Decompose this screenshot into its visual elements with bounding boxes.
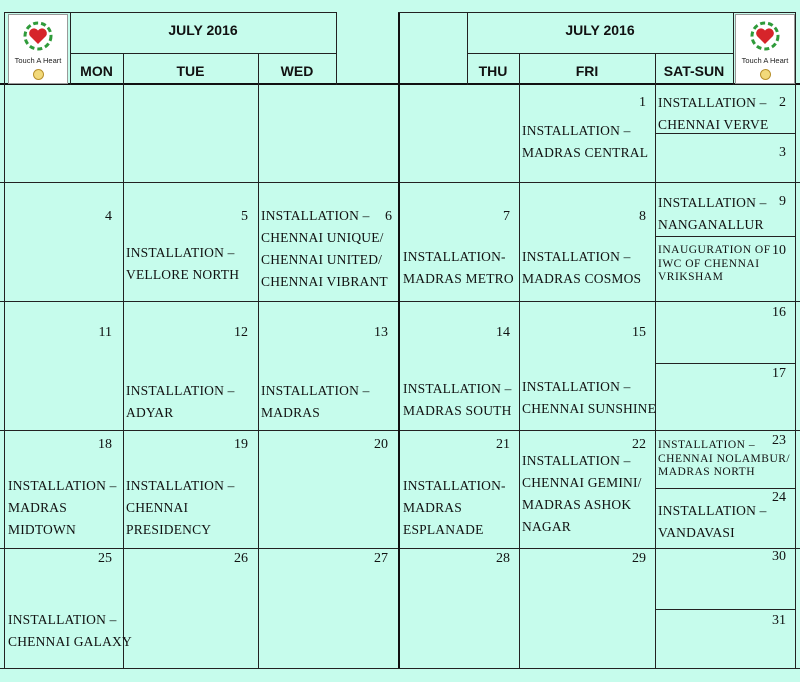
event-line: INSTALLATION –: [658, 439, 756, 451]
center-divider: [398, 12, 400, 668]
col-line-8: [733, 12, 734, 85]
date-number: 31: [772, 613, 786, 628]
event-text: [522, 450, 642, 538]
date-number: 21: [496, 437, 510, 452]
event-line: IWC OF CHENNAI: [658, 257, 760, 270]
col-line-2: [123, 53, 124, 668]
day-header-fri: FRI: [575, 63, 599, 79]
date-number: 24: [772, 490, 786, 505]
date-number: 17: [772, 366, 786, 381]
weekend-split-3: [655, 363, 795, 364]
event-text: [403, 378, 512, 422]
day-header-mon: MON: [80, 63, 113, 79]
event-line: MADRAS COSMOS: [522, 271, 642, 286]
row-border-3: [0, 430, 800, 431]
event-line: VRIKSHAM: [658, 271, 724, 283]
event-text: [126, 475, 235, 541]
event-text: [403, 475, 506, 541]
date-number: 15: [632, 325, 646, 340]
date-number: 30: [772, 549, 786, 564]
date-number: 8: [639, 209, 646, 224]
date-number: 18: [98, 437, 112, 452]
logo-text: Touch A Heart: [741, 56, 789, 65]
date-number: 11: [98, 325, 112, 340]
event-text: [403, 246, 514, 290]
event-line: ADYAR: [126, 405, 174, 420]
event-line: CHENNAI GALAXY: [8, 634, 132, 649]
event-line: INSTALLATION –: [658, 95, 767, 110]
event-line: INSTALLATION –: [658, 195, 767, 210]
event-line: NAGAR: [522, 519, 572, 534]
day-header-tue: TUE: [176, 63, 205, 79]
event-line: INAUGURATION OF: [658, 244, 771, 256]
date-number: 26: [234, 551, 248, 566]
event-text: [126, 242, 239, 286]
event-line: MADRAS: [261, 405, 320, 420]
event-line: MADRAS SOUTH: [403, 403, 512, 418]
date-number: 12: [234, 325, 248, 340]
row-border-1: [0, 182, 800, 183]
border-left: [4, 12, 5, 668]
event-text: [658, 192, 767, 236]
event-text: [658, 92, 768, 136]
event-line: MIDTOWN: [8, 522, 76, 537]
logo-left: [8, 14, 68, 84]
event-line: INSTALLATION –: [522, 249, 631, 264]
event-line: NANGANALLUR: [658, 217, 764, 232]
date-number: 27: [374, 551, 388, 566]
logo-text: Touch A Heart: [14, 56, 62, 65]
event-text: [8, 609, 132, 653]
date-number: 2: [779, 95, 786, 110]
date-number: 20: [374, 437, 388, 452]
rotary-emblem-icon: [760, 69, 771, 80]
event-line: INSTALLATION –: [126, 245, 235, 260]
date-number: 7: [503, 209, 510, 224]
date-number: 4: [105, 209, 112, 224]
event-line: INSTALLATION –: [126, 478, 235, 493]
day-header-thu: THU: [478, 63, 508, 79]
date-number: 6: [385, 209, 392, 224]
date-number: 22: [632, 437, 646, 452]
col-line-6: [519, 53, 520, 668]
event-line: ESPLANADE: [403, 522, 484, 537]
row-border-2: [0, 301, 800, 302]
date-number: 10: [772, 243, 786, 258]
event-text: [522, 120, 648, 164]
date-number: 25: [98, 551, 112, 566]
event-text: [126, 380, 235, 424]
event-text: [261, 205, 388, 293]
event-line: CHENNAI SUNSHINE: [522, 401, 657, 416]
header-bottom-border: [0, 83, 800, 85]
day-header-sat-sun: SAT-SUN: [663, 63, 725, 79]
touch-a-heart-icon: [23, 21, 53, 51]
date-number: 5: [241, 209, 248, 224]
event-line: CHENNAI UNITED/: [261, 252, 383, 267]
event-line: INSTALLATION –: [658, 503, 767, 518]
event-line: INSTALLATION –: [8, 478, 117, 493]
day-header-wed: WED: [280, 63, 314, 79]
event-line: VELLORE NORTH: [126, 267, 240, 282]
event-line: MADRAS ASHOK: [522, 497, 632, 512]
date-number: 9: [779, 194, 786, 209]
event-line: INSTALLATION-: [403, 478, 506, 493]
event-line: VANDAVASI: [658, 525, 735, 540]
weekend-split-4: [655, 488, 795, 489]
border-top-left: [4, 12, 337, 13]
weekend-split-5: [655, 609, 795, 610]
rotary-emblem-icon: [33, 69, 44, 80]
event-text: [658, 244, 771, 285]
event-line: PRESIDENCY: [126, 522, 212, 537]
date-number: 28: [496, 551, 510, 566]
event-line: INSTALLATION –: [522, 123, 631, 138]
date-number: 23: [772, 433, 786, 448]
weekend-split-2: [655, 236, 795, 237]
date-number: 16: [772, 305, 786, 320]
col-line-3: [258, 53, 259, 668]
event-text: [522, 246, 641, 290]
date-number: 19: [234, 437, 248, 452]
touch-a-heart-icon: [750, 21, 780, 51]
date-number: 3: [779, 145, 786, 160]
event-line: MADRAS: [8, 500, 67, 515]
date-number: 29: [632, 551, 646, 566]
event-line: INSTALLATION –: [261, 383, 370, 398]
event-text: [658, 500, 767, 544]
event-line: INSTALLATION –: [522, 453, 631, 468]
event-line: CHENNAI GEMINI/: [522, 475, 642, 490]
event-text: [8, 475, 117, 541]
header-month-underline-right: [467, 53, 733, 54]
border-top-right: [398, 12, 796, 13]
event-line: CHENNAI NOLAMBUR/: [658, 452, 791, 465]
logo-right: [735, 14, 795, 84]
date-number: 1: [639, 95, 646, 110]
event-line: INSTALLATION –: [261, 208, 370, 223]
event-line: CHENNAI VERVE: [658, 117, 769, 132]
event-line: CHENNAI VIBRANT: [261, 274, 388, 289]
border-right: [795, 12, 796, 668]
event-line: MADRAS METRO: [403, 271, 514, 286]
event-line: INSTALLATION –: [403, 381, 512, 396]
event-line: MADRAS CENTRAL: [522, 145, 649, 160]
date-number: 13: [374, 325, 388, 340]
col-line-4: [336, 12, 337, 85]
event-text: [261, 380, 370, 424]
header-month-underline-left: [70, 53, 337, 54]
event-line: CHENNAI UNIQUE/: [261, 230, 384, 245]
event-line: INSTALLATION –: [126, 383, 235, 398]
month-title-left: JULY 2016: [168, 22, 238, 38]
row-border-5: [0, 668, 800, 669]
event-text: [658, 439, 790, 480]
date-number: 14: [496, 325, 510, 340]
event-line: INSTALLATION-: [403, 249, 506, 264]
month-title-right: JULY 2016: [565, 22, 635, 38]
event-line: MADRAS: [403, 500, 462, 515]
event-line: MADRAS NORTH: [658, 466, 756, 478]
event-line: INSTALLATION –: [522, 379, 631, 394]
event-line: INSTALLATION –: [8, 612, 117, 627]
event-line: CHENNAI: [126, 500, 189, 515]
event-text: [522, 376, 656, 420]
